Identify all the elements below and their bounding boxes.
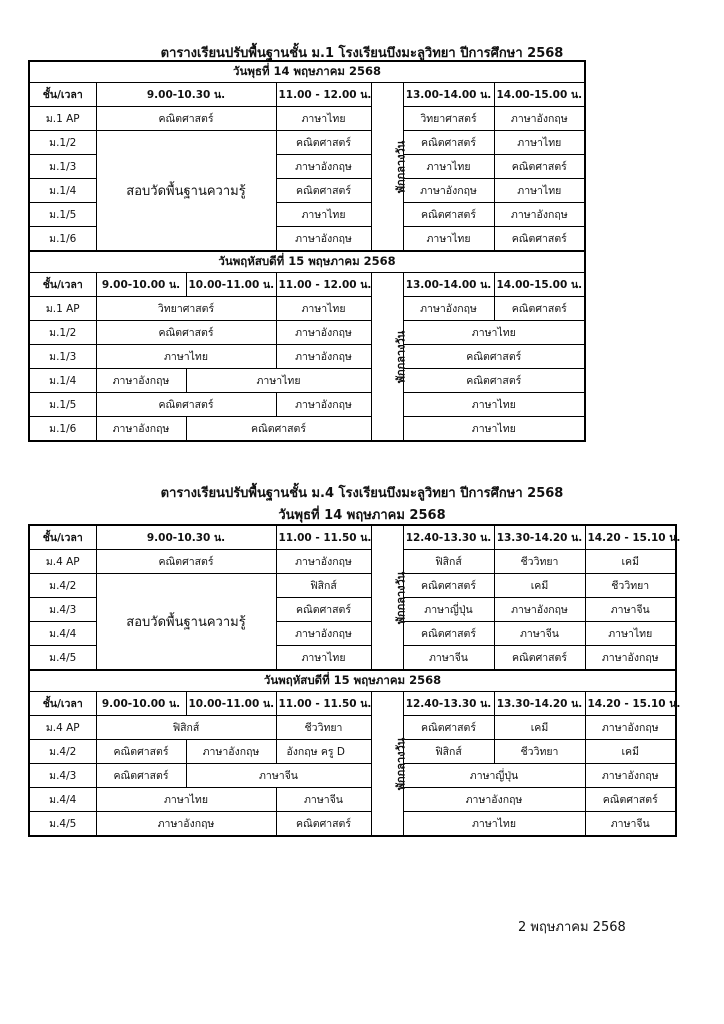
subject-cell: ภาษาญี่ปุ่น bbox=[403, 764, 585, 788]
m1-day1-label: วันพุธที่ 14 พฤษภาคม 2568 bbox=[29, 61, 585, 83]
lunch-label: พักกลางวัน bbox=[393, 571, 407, 624]
subject-cell: ชีววิทยา bbox=[494, 740, 585, 764]
subject-cell: ภาษาจีน bbox=[403, 646, 494, 671]
table-row bbox=[29, 574, 676, 598]
subject-cell: ฟิสิกส์ bbox=[403, 550, 494, 574]
col-header: 14.00-15.00 น. bbox=[494, 273, 585, 297]
col-header: 14.20 - 15.10 น. bbox=[585, 692, 676, 716]
class-cell: ม.1/4 bbox=[29, 179, 96, 203]
col-header: ชั้น/เวลา bbox=[29, 692, 96, 716]
table-row bbox=[29, 393, 585, 417]
subject-cell: ภาษาอังกฤษ bbox=[494, 598, 585, 622]
class-cell: ม.1 AP bbox=[29, 297, 96, 321]
subject-cell: เคมี bbox=[494, 574, 585, 598]
subject-cell: ภาษาอังกฤษ bbox=[276, 393, 371, 417]
subject-cell: คณิตศาสตร์ bbox=[276, 598, 371, 622]
subject-cell: ภาษาอังกฤษ bbox=[96, 812, 276, 837]
subject-cell: เคมี bbox=[585, 740, 676, 764]
col-header: ชั้น/เวลา bbox=[29, 83, 96, 107]
table-row bbox=[29, 321, 585, 345]
subject-cell: คณิตศาสตร์ bbox=[403, 369, 585, 393]
subject-cell: คณิตศาสตร์ bbox=[403, 716, 494, 740]
class-cell: ม.4/4 bbox=[29, 788, 96, 812]
placement-test-cell: สอบวัดพื้นฐานความรู้ bbox=[96, 574, 276, 671]
col-header: 9.00-10.00 น. bbox=[96, 692, 186, 716]
col-header: 12.40-13.30 น. bbox=[403, 692, 494, 716]
subject-cell: คณิตศาสตร์ bbox=[403, 131, 494, 155]
class-cell: ม.1/6 bbox=[29, 227, 96, 252]
subject-cell: ชีววิทยา bbox=[585, 574, 676, 598]
subject-cell: ภาษาอังกฤษ bbox=[276, 155, 371, 179]
subject-cell: คณิตศาสตร์ bbox=[276, 179, 371, 203]
class-cell: ม.4 AP bbox=[29, 550, 96, 574]
subject-cell: เคมี bbox=[585, 550, 676, 574]
m1-day1-lunch-cell bbox=[371, 83, 407, 252]
col-header: 10.00-11.00 น. bbox=[186, 273, 276, 297]
subject-cell: ฟิสิกส์ bbox=[96, 716, 276, 740]
col-header: 10.00-11.00 น. bbox=[186, 692, 276, 716]
subject-cell: ภาษาอังกฤษ bbox=[276, 550, 371, 574]
subject-cell: ภาษาอังกฤษ bbox=[494, 203, 585, 227]
table-row bbox=[29, 812, 676, 837]
table-row bbox=[29, 716, 676, 740]
class-cell: ม.1/3 bbox=[29, 345, 96, 369]
subject-cell: ภาษาไทย bbox=[403, 812, 585, 837]
subject-cell: คณิตศาสตร์ bbox=[96, 550, 276, 574]
subject-cell: คณิตศาสตร์ bbox=[276, 812, 371, 837]
m4-day1-label: วันพุธที่ 14 พฤษภาคม 2568 bbox=[278, 508, 446, 523]
col-header: 13.00-14.00 น. bbox=[403, 83, 494, 107]
subject-cell: ภาษาอังกฤษ bbox=[186, 740, 276, 764]
subject-cell: ภาษาไทย bbox=[585, 622, 676, 646]
class-cell: ม.4/3 bbox=[29, 764, 96, 788]
class-cell: ม.1/6 bbox=[29, 417, 96, 442]
table-row bbox=[29, 740, 676, 764]
col-header: 11.00 - 12.00 น. bbox=[276, 273, 371, 297]
subject-cell: ภาษาจีน bbox=[494, 622, 585, 646]
subject-cell: ภาษาจีน bbox=[585, 598, 676, 622]
table-row bbox=[29, 297, 585, 321]
class-cell: ม.4/2 bbox=[29, 740, 96, 764]
col-header: 14.20 - 15.10 น. bbox=[585, 525, 676, 550]
m1-day2-lunch-cell bbox=[371, 273, 407, 442]
subject-cell: ภาษาจีน bbox=[585, 812, 676, 837]
col-header: 13.30-14.20 น. bbox=[494, 525, 585, 550]
subject-cell: วิทยาศาสตร์ bbox=[403, 107, 494, 131]
subject-cell: ภาษาไทย bbox=[276, 107, 371, 131]
class-cell: ม.4/3 bbox=[29, 598, 96, 622]
table-row bbox=[29, 550, 676, 574]
m4-title: ตารางเรียนปรับพื้นฐานชั้น ม.4 โรงเรียนบึงมะลูวิทยา ปีการศึกษา 2568 bbox=[160, 486, 564, 501]
m1-schedule-table bbox=[28, 60, 586, 442]
table-row bbox=[29, 107, 585, 131]
subject-cell: ภาษาอังกฤษ bbox=[585, 716, 676, 740]
col-header: 9.00-10.30 น. bbox=[96, 83, 276, 107]
subject-cell: ภาษาไทย bbox=[494, 179, 585, 203]
subject-cell: คณิตศาสตร์ bbox=[403, 203, 494, 227]
table-row bbox=[29, 131, 585, 155]
m4-day1-header-row bbox=[29, 525, 676, 550]
subject-cell: คณิตศาสตร์ bbox=[494, 646, 585, 671]
subject-cell: ภาษาไทย bbox=[403, 417, 585, 442]
class-cell: ม.1/2 bbox=[29, 321, 96, 345]
subject-cell: ภาษาไทย bbox=[276, 646, 371, 671]
subject-cell: อังกฤษ ครู D bbox=[276, 740, 371, 764]
subject-cell: ชีววิทยา bbox=[276, 716, 371, 740]
lunch-label: พักกลางวัน bbox=[393, 737, 407, 790]
subject-cell: คณิตศาสตร์ bbox=[585, 788, 676, 812]
footer-date: 2 พฤษภาคม 2568 bbox=[518, 920, 626, 935]
col-header: 11.00 - 11.50 น. bbox=[276, 525, 371, 550]
class-cell: ม.1/3 bbox=[29, 155, 96, 179]
subject-cell: ภาษาอังกฤษ bbox=[403, 297, 494, 321]
subject-cell: ภาษาจีน bbox=[186, 764, 371, 788]
subject-cell: ภาษาอังกฤษ bbox=[276, 321, 371, 345]
subject-cell: ภาษาอังกฤษ bbox=[585, 764, 676, 788]
subject-cell: คณิตศาสตร์ bbox=[96, 393, 276, 417]
col-header: 12.40-13.30 น. bbox=[403, 525, 494, 550]
subject-cell: ภาษาอังกฤษ bbox=[96, 369, 186, 393]
class-cell: ม.1/5 bbox=[29, 393, 96, 417]
subject-cell: ภาษาไทย bbox=[403, 155, 494, 179]
subject-cell: เคมี bbox=[494, 716, 585, 740]
m4-day2-lunch-cell bbox=[371, 692, 407, 837]
class-cell: ม.1/2 bbox=[29, 131, 96, 155]
subject-cell: ภาษาไทย bbox=[403, 393, 585, 417]
m4-day1-lunch-cell bbox=[371, 525, 407, 670]
subject-cell: ภาษาอังกฤษ bbox=[276, 622, 371, 646]
col-header: 11.00 - 12.00 น. bbox=[276, 83, 371, 107]
lunch-label: พักกลางวัน bbox=[393, 330, 407, 383]
m4-day2-label: วันพฤหัสบดีที่ 15 พฤษภาคม 2568 bbox=[29, 670, 676, 692]
class-cell: ม.1/4 bbox=[29, 369, 96, 393]
col-header: 9.00-10.00 น. bbox=[96, 273, 186, 297]
class-cell: ม.1/5 bbox=[29, 203, 96, 227]
col-header: 13.30-14.20 น. bbox=[494, 692, 585, 716]
class-cell: ม.1 AP bbox=[29, 107, 96, 131]
class-cell: ม.4/4 bbox=[29, 622, 96, 646]
placement-test-cell: สอบวัดพื้นฐานความรู้ bbox=[96, 131, 276, 252]
col-header: ชั้น/เวลา bbox=[29, 273, 96, 297]
subject-cell: ภาษาไทย bbox=[96, 788, 276, 812]
subject-cell: คณิตศาสตร์ bbox=[276, 131, 371, 155]
col-header: 13.00-14.00 น. bbox=[403, 273, 494, 297]
col-header: ชั้น/เวลา bbox=[29, 525, 96, 550]
class-cell: ม.4/2 bbox=[29, 574, 96, 598]
m1-day2-label: วันพฤหัสบดีที่ 15 พฤษภาคม 2568 bbox=[29, 251, 585, 273]
subject-cell: ฟิสิกส์ bbox=[276, 574, 371, 598]
subject-cell: ฟิสิกส์ bbox=[403, 740, 494, 764]
table-row bbox=[29, 369, 585, 393]
subject-cell: วิทยาศาสตร์ bbox=[96, 297, 276, 321]
table-row bbox=[29, 345, 585, 369]
lunch-label: พักกลางวัน bbox=[393, 140, 407, 193]
subject-cell: ภาษาอังกฤษ bbox=[403, 179, 494, 203]
subject-cell: คณิตศาสตร์ bbox=[186, 417, 371, 442]
subject-cell: คณิตศาสตร์ bbox=[494, 227, 585, 252]
subject-cell: คณิตศาสตร์ bbox=[96, 321, 276, 345]
subject-cell: ภาษาไทย bbox=[276, 203, 371, 227]
subject-cell: ภาษาไทย bbox=[276, 297, 371, 321]
subject-cell: ชีววิทยา bbox=[494, 550, 585, 574]
subject-cell: ภาษาอังกฤษ bbox=[585, 646, 676, 671]
subject-cell: คณิตศาสตร์ bbox=[96, 740, 186, 764]
subject-cell: ภาษาไทย bbox=[96, 345, 276, 369]
m1-title: ตารางเรียนปรับพื้นฐานชั้น ม.1 โรงเรียนบึงมะลูวิทยา ปีการศึกษา 2568 bbox=[160, 46, 564, 61]
class-cell: ม.4/5 bbox=[29, 812, 96, 837]
subject-cell: คณิตศาสตร์ bbox=[96, 107, 276, 131]
subject-cell: คณิตศาสตร์ bbox=[494, 155, 585, 179]
col-header: 14.00-15.00 น. bbox=[494, 83, 585, 107]
subject-cell: คณิตศาสตร์ bbox=[403, 345, 585, 369]
col-header: 9.00-10.30 น. bbox=[96, 525, 276, 550]
subject-cell: คณิตศาสตร์ bbox=[403, 622, 494, 646]
subject-cell: คณิตศาสตร์ bbox=[494, 297, 585, 321]
subject-cell: ภาษาไทย bbox=[403, 321, 585, 345]
m4-day2-header-row bbox=[29, 692, 676, 716]
class-cell: ม.4 AP bbox=[29, 716, 96, 740]
subject-cell: คณิตศาสตร์ bbox=[96, 764, 186, 788]
col-header: 11.00 - 11.50 น. bbox=[276, 692, 371, 716]
subject-cell: ภาษาญี่ปุ่น bbox=[403, 598, 494, 622]
subject-cell: ภาษาไทย bbox=[494, 131, 585, 155]
table-row bbox=[29, 764, 676, 788]
subject-cell: ภาษาอังกฤษ bbox=[96, 417, 186, 442]
subject-cell: ภาษาไทย bbox=[186, 369, 371, 393]
m1-day2-header-row bbox=[29, 273, 585, 297]
table-row bbox=[29, 788, 676, 812]
class-cell: ม.4/5 bbox=[29, 646, 96, 671]
subject-cell: คณิตศาสตร์ bbox=[403, 574, 494, 598]
subject-cell: ภาษาอังกฤษ bbox=[276, 345, 371, 369]
subject-cell: ภาษาอังกฤษ bbox=[403, 788, 585, 812]
subject-cell: ภาษาจีน bbox=[276, 788, 371, 812]
subject-cell: ภาษาอังกฤษ bbox=[276, 227, 371, 252]
subject-cell: ภาษาไทย bbox=[403, 227, 494, 252]
subject-cell: ภาษาอังกฤษ bbox=[494, 107, 585, 131]
m1-day1-header-row bbox=[29, 83, 585, 107]
table-row bbox=[29, 417, 585, 442]
m4-schedule-table bbox=[28, 524, 681, 837]
